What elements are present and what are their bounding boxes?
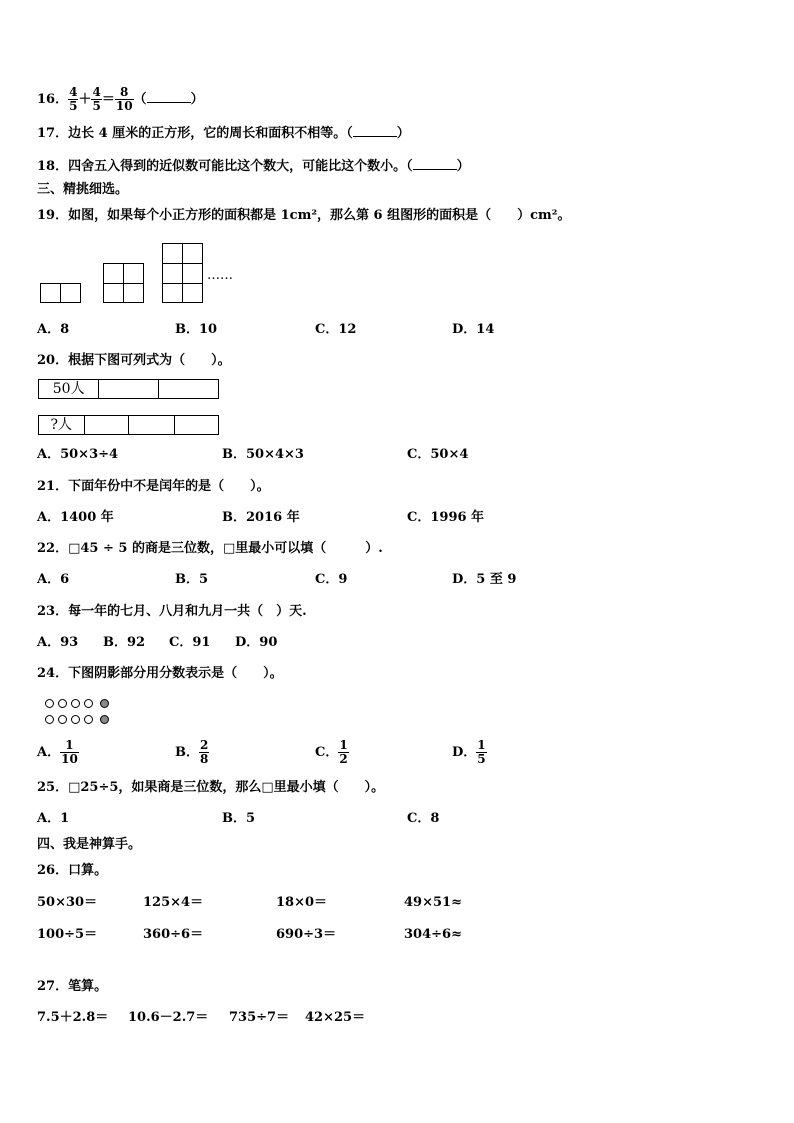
oral-calc: 304÷6≈	[404, 927, 462, 942]
question-26: 26．口算。	[37, 863, 108, 878]
oral-calc: 100÷5＝	[37, 927, 98, 942]
fraction: $\frac{2}{8}$	[200, 738, 209, 766]
question-24: 24．下图阴影部分用分数表示是（ ）。	[37, 666, 283, 681]
plus-sign: ＋	[78, 92, 92, 107]
bar-label-unknown: ?人	[39, 416, 85, 434]
q16-number: 16．	[37, 92, 69, 107]
bar-diagram-2	[38, 415, 219, 435]
q24-option-c[interactable]: C． $\frac{1}{2}$	[315, 738, 348, 766]
q22-option-a[interactable]: A．6	[37, 572, 70, 587]
circle	[71, 715, 80, 724]
q22-option-d[interactable]: D．5 至 9	[452, 572, 517, 587]
q23-option-d[interactable]: D．90	[235, 635, 278, 650]
answer-blank[interactable]	[413, 157, 457, 170]
q23-option-a[interactable]: A．93	[37, 635, 79, 650]
circle	[58, 715, 67, 724]
q21-option-b[interactable]: B．2016 年	[222, 510, 300, 525]
bar-label-50: 50人	[39, 380, 99, 398]
q19-option-d[interactable]: D．14	[452, 322, 495, 337]
square	[60, 283, 81, 303]
q25-option-b[interactable]: B．5	[222, 811, 256, 826]
paren-left: （	[133, 92, 147, 107]
shaded-circle	[100, 715, 109, 724]
circle	[45, 715, 54, 724]
square	[162, 243, 183, 264]
paren-right: ）	[396, 126, 410, 141]
q20-option-c[interactable]: C．50×4	[407, 447, 469, 462]
question-16	[37, 86, 204, 113]
oral-calc: 50×30＝	[37, 895, 98, 910]
question-25: 25．□25÷5，如果商是三位数，那么□里最小填（ ）。	[37, 780, 385, 795]
oral-calc: 49×51≈	[404, 895, 462, 910]
equals-sign: ＝	[101, 92, 115, 107]
square	[162, 263, 183, 284]
written-calc: 42×25＝	[305, 1010, 366, 1025]
oral-calc: 690÷3＝	[276, 927, 337, 942]
fraction: $\frac{1}{10}$	[61, 738, 78, 766]
oral-calc: 18×0＝	[276, 895, 328, 910]
q23-option-c[interactable]: C．91	[169, 635, 211, 650]
q19-option-c[interactable]: C．12	[315, 322, 357, 337]
bar-segment	[85, 416, 130, 434]
fraction: $\frac{1}{5}$	[477, 738, 486, 766]
bar-segment	[129, 416, 175, 434]
oral-calc: 360÷6＝	[143, 927, 204, 942]
paren-right: ）	[456, 159, 470, 174]
square	[103, 283, 124, 303]
circle	[71, 699, 80, 708]
circle	[84, 699, 93, 708]
square	[182, 243, 203, 264]
question-27: 27．笔算。	[37, 979, 108, 994]
bar-segment	[175, 416, 219, 434]
square	[162, 283, 183, 303]
q20-option-b[interactable]: B．50×4×3	[222, 447, 304, 462]
square	[182, 263, 203, 284]
shaded-circle	[100, 699, 109, 708]
square	[182, 283, 203, 303]
written-calc: 735÷7＝	[229, 1010, 290, 1025]
fraction: $\frac{4}{5}$	[92, 85, 101, 113]
ellipsis: ……	[207, 268, 233, 283]
circle	[58, 699, 67, 708]
q25-option-a[interactable]: A．1	[37, 811, 70, 826]
q24-option-d[interactable]: D． $\frac{1}{5}$	[452, 738, 486, 766]
q19-option-a[interactable]: A．8	[37, 322, 70, 337]
square	[103, 263, 124, 284]
q17-text: 17．边长 4 厘米的正方形，它的周长和面积不相等。（	[37, 126, 353, 141]
question-19: 19．如图，如果每个小正方形的面积都是 1cm²，那么第 6 组图形的面积是（ ）cm²。	[37, 208, 571, 223]
bar-segment	[159, 380, 218, 398]
bar-diagram-1	[38, 379, 219, 399]
square	[40, 283, 61, 303]
q24-option-b[interactable]: B． $\frac{2}{8}$	[175, 738, 209, 766]
answer-blank[interactable]	[147, 90, 191, 103]
q22-option-c[interactable]: C．9	[315, 572, 348, 587]
question-18	[37, 157, 470, 175]
square	[123, 263, 144, 284]
question-21: 21．下面年份中不是闰年的是（ ）。	[37, 479, 270, 494]
q25-option-c[interactable]: C．8	[407, 811, 440, 826]
question-22: 22．□45 ÷ 5 的商是三位数，□里最小可以填（ ）.	[37, 541, 383, 556]
q23-option-b[interactable]: B．92	[103, 635, 146, 650]
q20-option-a[interactable]: A．50×3÷4	[37, 447, 119, 462]
question-23: 23．每一年的七月、八月和九月一共（ ）天.	[37, 604, 307, 619]
fraction: $\frac{1}{2}$	[339, 738, 348, 766]
q22-option-b[interactable]: B．5	[175, 572, 209, 587]
section-4-heading: 四、我是神算手。	[37, 837, 142, 852]
written-calc: 10.6－2.7＝	[128, 1010, 209, 1025]
question-17	[37, 124, 410, 142]
square	[123, 283, 144, 303]
q19-option-b[interactable]: B．10	[175, 322, 218, 337]
q24-option-a[interactable]: A． $\frac{1}{10}$	[37, 738, 78, 766]
bar-segment	[99, 380, 158, 398]
q21-option-a[interactable]: A．1400 年	[37, 510, 114, 525]
circle	[45, 699, 54, 708]
q21-option-c[interactable]: C．1996 年	[407, 510, 485, 525]
fraction: $\frac{4}{5}$	[69, 85, 78, 113]
answer-blank[interactable]	[353, 124, 397, 137]
question-20: 20．根据下图可列式为（ ）。	[37, 353, 231, 368]
fraction: $\frac{8}{10}$	[115, 85, 133, 113]
written-calc: 7.5＋2.8＝	[37, 1010, 109, 1025]
section-3-heading: 三、精挑细选。	[37, 182, 129, 197]
paren-right: ）	[190, 92, 204, 107]
circle	[84, 715, 93, 724]
oral-calc: 125×4＝	[143, 895, 204, 910]
q18-text: 18．四舍五入得到的近似数可能比这个数大，可能比这个数小。（	[37, 159, 413, 174]
